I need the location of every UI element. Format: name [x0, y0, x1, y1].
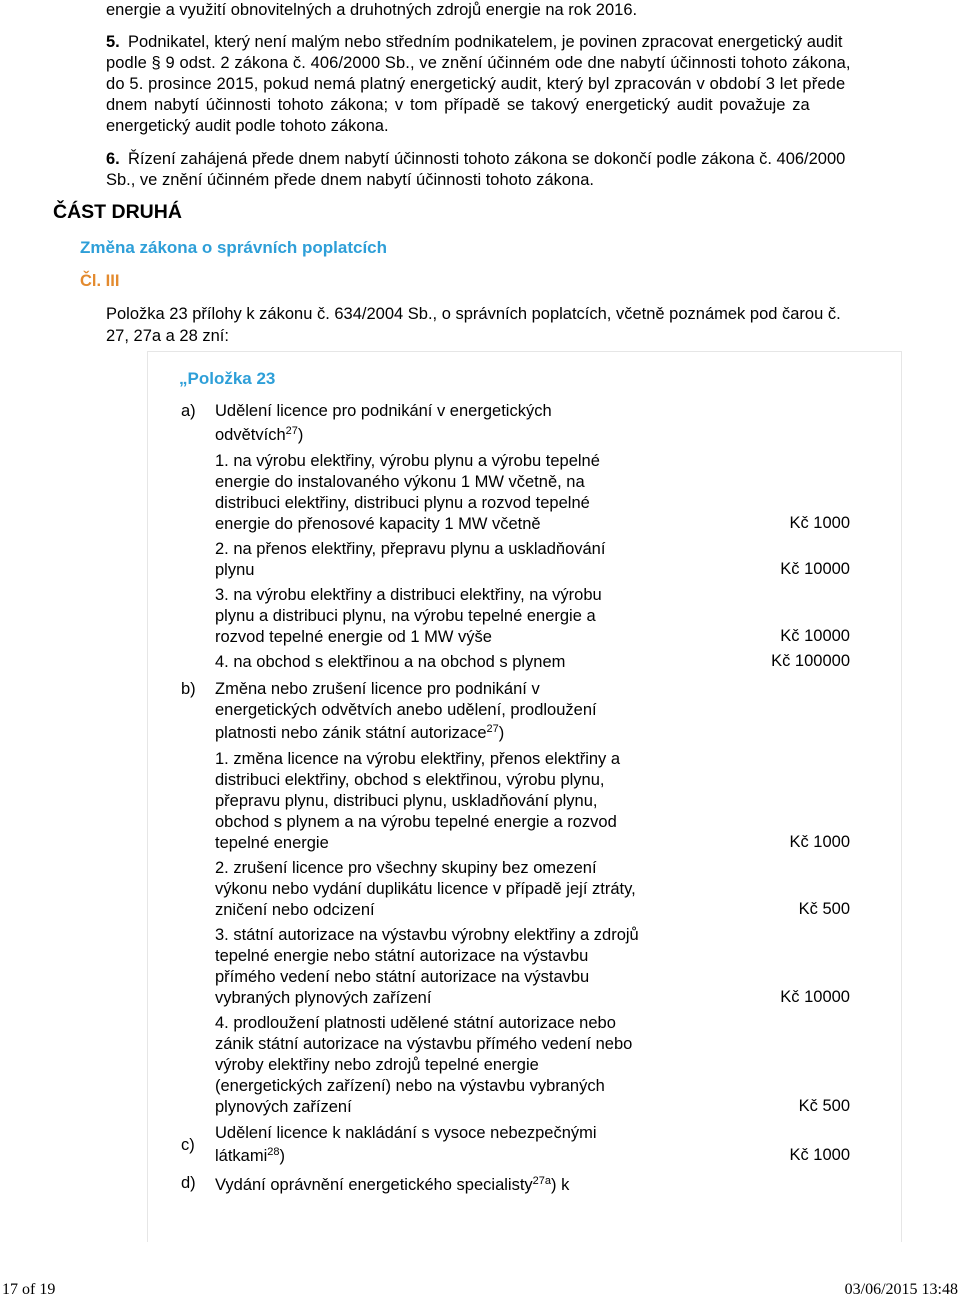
item-a1-line: 1. na výrobu elektřiny, výrobu plynu a výrobu tepelné [215, 452, 600, 470]
item-a2-line: 2. na přenos elektřiny, přepravu plynu a uskladňování [215, 540, 606, 558]
item-c-price: Kč 1000 [789, 1146, 850, 1164]
item-b1-line: obchod s plynem a na výrobu tepelné energie a rozvod [215, 813, 617, 831]
item-a-label: a) [181, 402, 196, 420]
item-a3-price: Kč 10000 [780, 627, 850, 645]
item-b3-price: Kč 10000 [780, 988, 850, 1006]
item-b1-line: distribuci elektřiny, obchod s elektřinou, výrobu plynu, [215, 771, 605, 789]
item-b1-line: přepravu plynu, distribuci plynu, uskladňování plynu, [215, 792, 598, 810]
item-b3-line: vybraných plynových zařízení [215, 989, 432, 1007]
item-b4-line: 4. prodloužení platnosti udělené státní autorizace nebo [215, 1014, 616, 1032]
item-b1-line: tepelné energie [215, 834, 329, 852]
paragraph-6-line: Sb., ve znění účinném přede dnem nabytí účinnosti tohoto zákona. [106, 171, 594, 189]
item-a2-line: plynu [215, 561, 255, 579]
item-a4-line: 4. na obchod s elektřinou a na obchod s plynem [215, 653, 566, 671]
part-heading: ČÁST DRUHÁ [53, 201, 182, 223]
paragraph-5-line: dnem nabytí účinnosti tohoto zákona; v tom případě se takový energetický audit považuje za [106, 96, 810, 114]
polozka-title: „Položka 23 [179, 369, 276, 388]
item-a3-line: plynu a distribuci plynu, na výrobu tepelné energie a [215, 607, 596, 625]
item-b2-line: 2. zrušení licence pro všechny skupiny bez omezení [215, 859, 597, 877]
item-a3-line: 3. na výrobu elektřiny a distribuci elektřiny, na výrobu [215, 586, 602, 604]
part-subtitle: Změna zákona o správních poplatcích [80, 238, 388, 257]
item-b-title-line: Změna nebo zrušení licence pro podnikání v [215, 680, 540, 698]
paragraph-5-number: 5. [106, 33, 120, 51]
item-a1-line: energie do přenosové kapacity 1 MW včetně [215, 515, 541, 533]
article-intro-line: Položka 23 přílohy k zákonu č. 634/2004 Sb., o správních poplatcích, včetně poznámek pod čarou č. [106, 305, 841, 323]
item-a1-line: distribuci elektřiny, distribuci plynu a rozvod tepelné [215, 494, 590, 512]
item-b1-price: Kč 1000 [789, 833, 850, 851]
item-a2-price: Kč 10000 [780, 560, 850, 578]
paragraph-6-line: Řízení zahájená přede dnem nabytí účinnosti tohoto zákona se dokončí podle zákona č. 406/2000 [128, 150, 846, 168]
item-b2-line: zničení nebo odcizení [215, 901, 375, 919]
item-b3-line: 3. státní autorizace na výstavbu výrobny elektřiny a zdrojů [215, 926, 639, 944]
item-b4-line: plynových zařízení [215, 1098, 352, 1116]
item-b2-line: výkonu nebo vydání duplikátu licence v případě její ztráty, [215, 880, 636, 898]
item-a-title-line: Udělení licence pro podnikání v energetických [215, 402, 552, 420]
paragraph-5-line: podle § 9 odst. 2 zákona č. 406/2000 Sb., ve znění účinném ode dne nabytí účinnosti tohoto zákona, [106, 54, 851, 72]
article-label: Čl. III [80, 272, 120, 290]
article-intro-line: 27, 27a a 28 zní: [106, 327, 229, 345]
item-a1-price: Kč 1000 [789, 514, 850, 532]
paragraph-5-line: Podnikatel, který není malým nebo středním podnikatelem, je povinen zpracovat energetický audit [128, 33, 843, 51]
item-b4-line: (energetických zařízení) nebo na výstavbu vybraných [215, 1077, 605, 1095]
item-c-label: c) [181, 1136, 195, 1154]
item-a1-line: energie do instalovaného výkonu 1 MW včetně, na [215, 473, 585, 491]
item-a3-line: rozvod tepelné energie od 1 MW výše [215, 628, 492, 646]
paragraph-5-line: do 5. prosince 2015, pokud nemá platný energetický audit, který byl zpracován v období 3 let přede [106, 75, 846, 93]
item-a-title-line: odvětvích$^{27}$) [215, 425, 304, 444]
item-b4-price: Kč 500 [798, 1097, 850, 1115]
paragraph-6-number: 6. [106, 150, 120, 168]
item-c-title-line: Udělení licence k nakládání s vysoce nebezpečnými [215, 1124, 597, 1142]
item-b1-line: 1. změna licence na výrobu elektřiny, přenos elektřiny a [215, 750, 621, 768]
item-d-title-line: Vydání oprávnění energetického specialisty$^{27a}$) k [215, 1175, 570, 1194]
print-datetime: 03/06/2015 13:48 [844, 1281, 958, 1298]
page-number: 17 of 19 [2, 1281, 56, 1298]
item-b4-line: výroby elektřiny nebo zdrojů tepelné energie [215, 1056, 539, 1074]
item-b-title-line: energetických odvětvích anebo udělení, prodloužení [215, 701, 597, 719]
item-b2-price: Kč 500 [798, 900, 850, 918]
paragraph-5-line: energetický audit podle tohoto zákona. [106, 117, 389, 135]
item-b3-line: přímého vedení nebo státní autorizace na výstavbu [215, 968, 590, 986]
item-b-label: b) [181, 680, 196, 698]
item-a4-price: Kč 100000 [771, 652, 850, 670]
item-b4-line: zánik státní autorizace na výstavbu přímého vedení nebo [215, 1035, 633, 1053]
item-b-title-line: platnosti nebo zánik státní autorizace$^{27}$) [215, 723, 505, 742]
item-d-label: d) [181, 1174, 196, 1192]
intro-line-top: energie a využití obnovitelných a druhotných zdrojů energie na rok 2016. [106, 1, 638, 19]
item-b3-line: tepelné energie nebo státní autorizace na výstavbu [215, 947, 589, 965]
item-c-title-line: látkami$^{28}$) [215, 1146, 286, 1165]
